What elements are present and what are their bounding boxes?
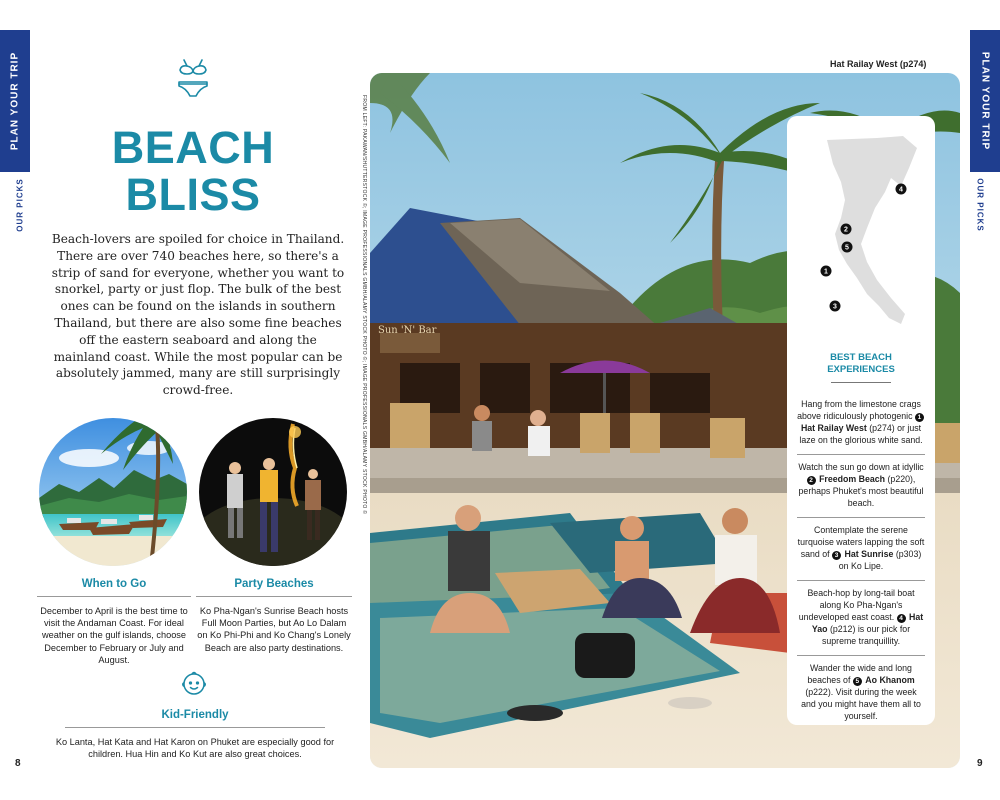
beach-name: Hat Yao [811, 612, 924, 634]
title-line-2: BLISS [125, 169, 261, 220]
title-line-1: BEACH [111, 122, 275, 173]
experience-text: Wander the wide and long beaches of [807, 663, 912, 685]
number-badge: 1 [915, 413, 924, 422]
page-title [30, 124, 356, 218]
experience-text-after: (p303) on Ko Lipe. [838, 549, 922, 571]
svg-text:3: 3 [833, 303, 837, 311]
experience-text: Watch the sun go down at idyllic [798, 462, 924, 472]
tab-label-left: PLAN YOUR TRIP [9, 51, 21, 151]
experiences-heading-line-1: BEST BEACH [830, 352, 892, 363]
map-marker-5[interactable] [842, 242, 853, 253]
our-picks-label-left: OUR PICKS [15, 178, 25, 232]
baby-face-icon [180, 669, 208, 697]
bikini-icon [176, 58, 210, 100]
experience-item [797, 656, 925, 730]
our-picks-label-right: OUR PICKS [975, 178, 985, 232]
experiences-heading-line-2: EXPERIENCES [827, 364, 895, 375]
party-beaches-section [196, 578, 352, 654]
number-badge: 3 [832, 551, 841, 560]
bar-sign: Sun 'N' Bar [378, 325, 437, 336]
beach-name: Hat Sunrise [844, 549, 894, 559]
experience-text-after: (p222). Visit during the week and you might have them all to yourself. [801, 687, 921, 721]
experience-item [797, 392, 925, 455]
plan-your-trip-tab-left[interactable] [0, 30, 30, 172]
svg-text:1: 1 [824, 268, 828, 276]
experience-text-after: (p220), perhaps Phuket's most beautiful beach. [798, 474, 924, 508]
best-beach-experiences-panel [787, 116, 935, 725]
experience-item [797, 518, 925, 581]
party-beaches-title: Party Beaches [196, 578, 352, 597]
experience-text: Hang from the limestone crags above ridiculously photogenic [797, 399, 921, 421]
experiences-list [797, 392, 925, 730]
number-badge: 4 [897, 614, 906, 623]
svg-text:2: 2 [844, 226, 848, 234]
experience-item [797, 455, 925, 518]
photo-credit-text: FROM LEFT: PAKAWAN/SHUTTERSTOCK ©; IMAGE PROFESSIONALS GMBH/ALAMY STOCK PHOTO ©; IMAGE PROFESSIONALS GMBH/ALAMY STOCK PHOTO © [361, 95, 367, 515]
kid-friendly-text: Ko Lanta, Hat Kata and Hat Karon on Phuket are especially good for children. Hua Hin and Ko Kut are also great choices. [55, 737, 335, 760]
thailand-map [797, 130, 925, 330]
map-marker-4[interactable] [896, 184, 907, 195]
beach-name: Freedom Beach [819, 474, 886, 484]
when-to-go-title: When to Go [37, 578, 191, 597]
experience-text: Beach-hop by long-tail boat along Ko Pha-Ngan's undeveloped east coast. [798, 588, 915, 622]
number-badge: 2 [807, 476, 816, 485]
kid-friendly-section [40, 709, 350, 760]
number-badge: 5 [853, 677, 862, 686]
page-number-right: 9 [977, 758, 983, 769]
experiences-heading [787, 352, 935, 376]
svg-text:4: 4 [899, 186, 903, 194]
experience-text-after: (p212) is our pick for supreme tranquillity. [821, 624, 911, 646]
map-marker-3[interactable] [830, 301, 841, 312]
experience-text-after: (p274) or just laze on the glorious white sand. [799, 423, 923, 445]
map-marker-2[interactable] [841, 224, 852, 235]
experience-text: Contemplate the serene turquoise waters lapping the soft sand of [797, 525, 925, 559]
kid-friendly-title: Kid-Friendly [65, 709, 325, 728]
photo-caption: Hat Railay West (p274) [830, 59, 927, 69]
tab-label-right: PLAN YOUR TRIP [979, 51, 991, 151]
beach-name: Ao Khanom [865, 675, 915, 685]
map-marker-1[interactable] [821, 266, 832, 277]
when-to-go-section [37, 578, 191, 666]
page-number-left: 8 [15, 758, 21, 769]
beach-name: Hat Railay West [800, 423, 867, 433]
plan-your-trip-tab-right[interactable] [970, 30, 1000, 172]
intro-paragraph: Beach-lovers are spoiled for choice in Thailand. There are over 740 beaches here, so there's a strip of sand for everyone, whether you want to snorkel, party or just flop. The bulk of the best ones can be found on the islands in southern Thailand, but there are also some fine beaches off the eastern seaboard and along the mainland coast. While the most popular can be absolutely jammed, many are still surprisingly crowd-free. [51, 232, 345, 398]
party-beaches-text: Ko Pha-Ngan's Sunrise Beach hosts Full Moon Parties, but Ao Lo Dalam on Ko Phi-Phi and Ko Chang's Lonely Beach are also party destinations. [197, 606, 351, 653]
fire-party-photo [199, 418, 347, 566]
svg-text:5: 5 [845, 244, 849, 252]
when-to-go-text: December to April is the best time to visit the Andaman Coast. For ideal weather on the gulf islands, choose December to February or July and August. [40, 606, 188, 665]
heading-divider [831, 382, 891, 383]
experience-item [797, 581, 925, 656]
beach-boats-photo [39, 418, 187, 566]
